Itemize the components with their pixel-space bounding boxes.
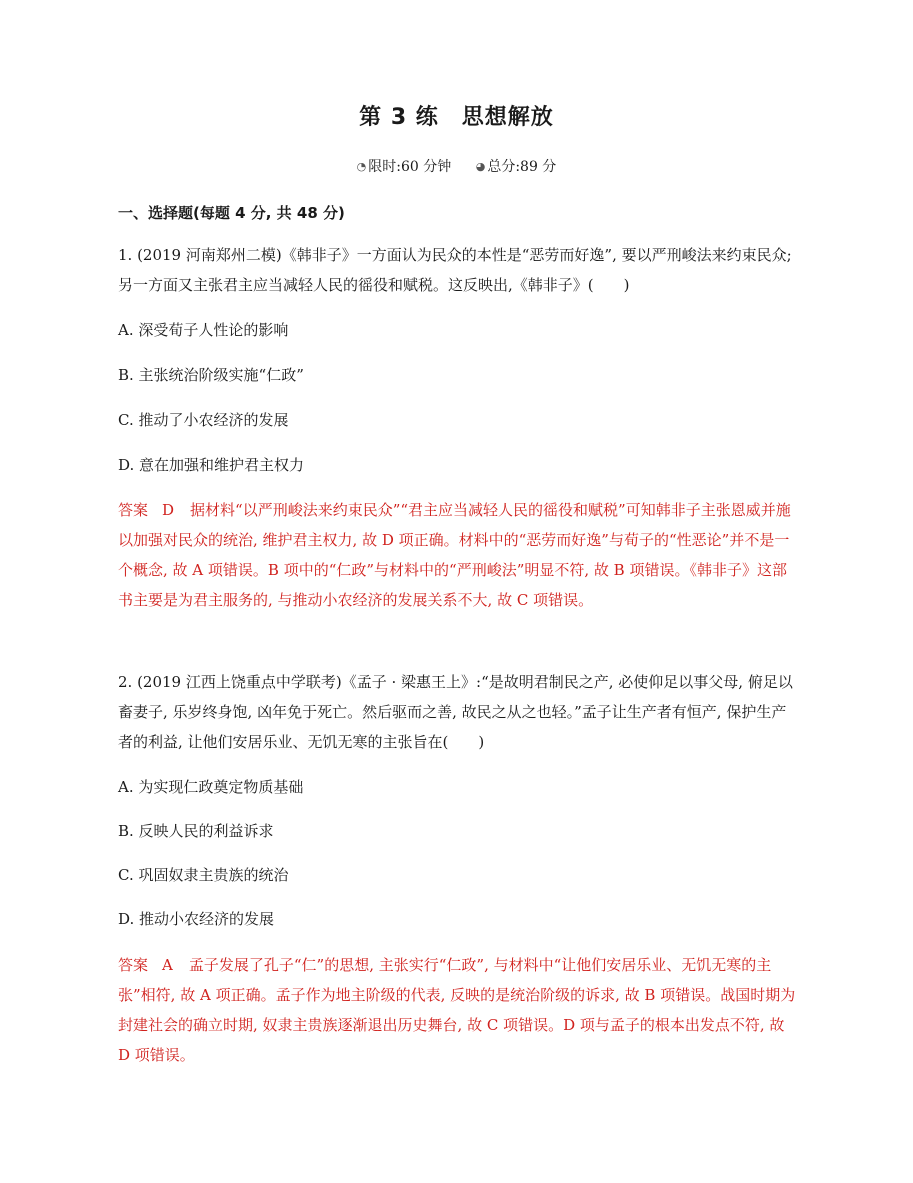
clock-icon: ◔ — [356, 160, 367, 173]
question-1-answer — [118, 495, 798, 615]
answer-label: 答案 — [118, 956, 149, 974]
answer-key: A — [162, 956, 173, 974]
total-score-text: 总分:89 分 — [487, 159, 557, 175]
answer-explanation: 孟子发展了孔子“仁”的思想, 主张实行“仁政”, 与材料中“让他们安居乐业、无饥无寒的主张”相符, 故 A 项正确。孟子作为地主阶级的代表, 反映的是统治阶级的诉求, 故 B 项错误。战国时期为封建社会的确立时期, 奴隶主贵族逐渐退出历史舞台, 故 C 项错误。D 项与孟子的根本出发点不符, 故 D 项错误。 — [118, 956, 796, 1064]
question-1-option-b: B. 主张统治阶级实施“仁政” — [118, 366, 304, 384]
question-2-option-d: D. 推动小农经济的发展 — [118, 910, 275, 928]
page-title: 第 3 练 思想解放 — [359, 105, 554, 130]
question-1-option-c: C. 推动了小农经济的发展 — [118, 411, 289, 429]
answer-key: D — [162, 501, 175, 519]
question-1-stem: 1. (2019 河南郑州二模)《韩非子》一方面认为民众的本性是“恶劳而好逸”, 要以严刑峻法来约束民众; 另一方面又主张君主应当减轻人民的徭役和赋税。这反映出,《韩非子》( ) — [118, 246, 792, 294]
exam-meta — [0, 156, 913, 176]
time-limit — [357, 159, 452, 175]
score-icon: ◕ — [475, 160, 486, 173]
question-2-option-c: C. 巩固奴隶主贵族的统治 — [118, 866, 289, 884]
question-2-option-a: A. 为实现仁政奠定物质基础 — [118, 778, 304, 796]
answer-label: 答案 — [118, 501, 149, 519]
question-1-option-d: D. 意在加强和维护君主权力 — [118, 456, 305, 474]
section-heading: 一、选择题(每题 4 分, 共 48 分) — [118, 204, 345, 222]
answer-explanation: 据材料“以严刑峻法来约束民众”“君主应当减轻人民的徭役和赋税”可知韩非子主张恩威并施以加强对民众的统治, 维护君主权力, 故 D 项正确。材料中的“恶劳而好逸”与荀子的“性恶论”并不是一个概念, 故 A 项错误。B 项中的“仁政”与材料中的“严刑峻法”明显不符, 故 B 项错误。《韩非子》这部书主要是为君主服务的, 与推动小农经济的发展关系不大, 故 C 项错误。 — [118, 501, 791, 609]
question-2-answer — [118, 950, 798, 1070]
question-1-option-a: A. 深受荀子人性论的影响 — [118, 321, 289, 339]
total-score — [476, 159, 557, 175]
time-limit-text: 限时:60 分钟 — [368, 159, 452, 175]
question-2-option-b: B. 反映人民的利益诉求 — [118, 822, 274, 840]
question-2-stem: 2. (2019 江西上饶重点中学联考)《孟子 · 梁惠王上》:“是故明君制民之产, 必使仰足以事父母, 俯足以畜妻子, 乐岁终身饱, 凶年免于死亡。然后驱而之善, 故民之从之也轻。”孟子让生产者有恒产, 保护生产者的利益, 让他们安居乐业、无饥无寒的主张旨在( ) — [118, 673, 793, 751]
